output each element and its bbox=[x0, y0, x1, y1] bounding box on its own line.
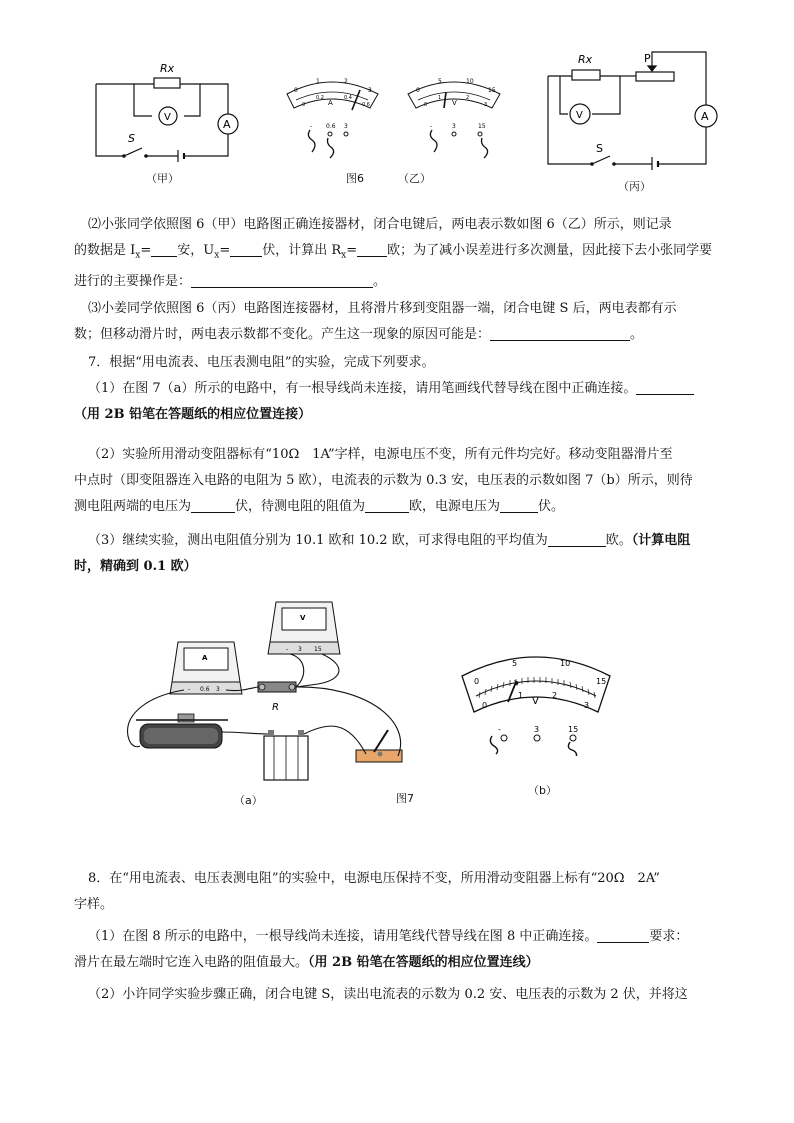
svg-text:-: - bbox=[286, 646, 289, 653]
svg-text:0.6: 0.6 bbox=[200, 686, 210, 693]
svg-text:0: 0 bbox=[424, 102, 428, 108]
svg-text:3: 3 bbox=[368, 87, 372, 94]
svg-text:2: 2 bbox=[466, 95, 470, 101]
figure-6-label: 图6 bbox=[346, 172, 364, 185]
svg-text:3: 3 bbox=[484, 102, 488, 108]
label-v: V bbox=[576, 110, 583, 121]
svg-text:V: V bbox=[532, 696, 539, 707]
svg-text:1: 1 bbox=[316, 78, 320, 85]
svg-text:0: 0 bbox=[474, 677, 480, 686]
meters-yi bbox=[282, 72, 522, 162]
svg-text:0.2: 0.2 bbox=[316, 95, 324, 101]
svg-text:15: 15 bbox=[596, 677, 607, 686]
answer-blank-reason[interactable] bbox=[490, 326, 630, 341]
answer-blank-q7-1[interactable] bbox=[636, 380, 694, 395]
q6-part3: ⑶小姜同学依照图 6（丙）电路图连接器材，且将滑片移到变阻器一端，闭合电键 S 后，两电表都有示 数；但移动滑片时，两电表示数都不变化。产生这一现象的原因可能是： 。 bbox=[74, 301, 677, 342]
answer-blank-rx-voltage[interactable] bbox=[191, 498, 235, 513]
answer-blank-rx-resistance[interactable] bbox=[365, 498, 409, 513]
figure-7-label: 图7 bbox=[396, 792, 414, 805]
svg-text:0.4: 0.4 bbox=[344, 95, 352, 101]
svg-text:2: 2 bbox=[344, 78, 348, 85]
svg-text:15: 15 bbox=[488, 87, 496, 94]
q8: 8．在“用电流表、电压表测电阻”的实验中，电源电压保持不变，所用滑动变阻器上标有“20Ω 2A” 字样。 （1）在图 8 所示的电路中，一根导线尚未连接，请用笔线代替导线在图 8 中正确连接。 要求： 滑片在最左端时它连入电路的阻值最大。（用 2B 铅笔在答题纸的相应位置连线） （2）小许同学实验步骤正确，闭合电键 S，读出电流表的示数为 0.2 安、电压表的示数为 2 伏，并将这 bbox=[74, 866, 734, 1008]
answer-blank-average[interactable] bbox=[548, 532, 606, 547]
svg-text:3: 3 bbox=[216, 686, 220, 693]
answer-blank-source-voltage[interactable] bbox=[500, 498, 538, 513]
circuit-diagram-jia bbox=[88, 56, 248, 164]
svg-text:V: V bbox=[300, 614, 306, 622]
svg-text:15: 15 bbox=[568, 725, 579, 734]
q8-title: 8．在“用电流表、电压表测电阻”的实验中，电源电压保持不变，所用滑动变阻器上标有“20Ω 2A” bbox=[88, 871, 660, 886]
svg-text:-: - bbox=[498, 725, 501, 734]
answer-blank-voltage[interactable] bbox=[230, 242, 262, 257]
svg-text:5: 5 bbox=[438, 78, 442, 85]
svg-text:15: 15 bbox=[314, 646, 322, 653]
caption-bing: （丙） bbox=[618, 180, 651, 193]
svg-text:0: 0 bbox=[482, 701, 488, 710]
svg-text:1: 1 bbox=[438, 95, 442, 101]
answer-blank-current[interactable] bbox=[151, 242, 177, 257]
caption-7a: （a） bbox=[234, 794, 263, 807]
svg-text:0: 0 bbox=[416, 87, 420, 94]
label-p: P bbox=[644, 52, 651, 65]
q6-part2: ⑵小张同学依照图 6（甲）电路图正确连接器材，闭合电键后，两电表示数如图 6（乙）所示，则记录 的数据是 $I_x=$ 安，$U_x=$ 伏，计算出 $R_x=$ 欧；为了减小误差进行多次测量，因此接下去小张同学要 进行的主要操作是： 。 bbox=[74, 217, 713, 289]
figure-7b-voltmeter bbox=[456, 646, 616, 756]
svg-text:0.6: 0.6 bbox=[362, 102, 370, 108]
label-a: A bbox=[223, 118, 231, 131]
answer-blank-q8-1[interactable] bbox=[597, 928, 649, 943]
svg-text:-: - bbox=[430, 123, 433, 130]
svg-text:0: 0 bbox=[294, 87, 298, 94]
voltmeter-dial bbox=[408, 78, 500, 158]
svg-text:A: A bbox=[328, 99, 333, 107]
answer-blank-operation[interactable] bbox=[191, 273, 373, 288]
svg-text:0: 0 bbox=[302, 102, 306, 108]
svg-text:3: 3 bbox=[344, 123, 348, 130]
svg-text:10: 10 bbox=[466, 78, 474, 85]
svg-text:0.6: 0.6 bbox=[326, 123, 336, 130]
svg-text:5: 5 bbox=[512, 659, 518, 668]
svg-text:-: - bbox=[310, 123, 313, 130]
svg-text:3: 3 bbox=[298, 646, 302, 653]
svg-text:R: R bbox=[272, 702, 279, 713]
svg-text:3: 3 bbox=[584, 701, 590, 710]
label-s: S bbox=[128, 132, 135, 145]
label-v: V bbox=[164, 112, 171, 123]
svg-text:A: A bbox=[202, 654, 208, 662]
caption-7b: （b） bbox=[528, 784, 557, 797]
svg-text:3: 3 bbox=[452, 123, 456, 130]
svg-text:1: 1 bbox=[518, 691, 524, 700]
label-rx: Rx bbox=[160, 62, 175, 75]
q7-title: 7．根据“用电流表、电压表测电阻”的实验，完成下列要求。 bbox=[88, 355, 435, 370]
svg-text:V: V bbox=[452, 99, 457, 107]
figure-7a-apparatus bbox=[118, 596, 418, 786]
svg-text:15: 15 bbox=[478, 123, 486, 130]
label-a: A bbox=[701, 110, 709, 123]
circuit-diagram-bing bbox=[540, 44, 720, 170]
answer-blank-resistance[interactable] bbox=[357, 242, 387, 257]
caption-yi: （乙） bbox=[398, 172, 431, 185]
svg-text:10: 10 bbox=[560, 659, 571, 668]
caption-jia: （甲） bbox=[146, 172, 179, 185]
svg-text:3: 3 bbox=[534, 725, 540, 734]
label-rx: Rx bbox=[578, 53, 593, 66]
q7: 7．根据“用电流表、电压表测电阻”的实验，完成下列要求。 （1）在图 7（a）所示的电路中，有一根导线尚未连接，请用笔画线代替导线在图中正确连接。 （用 2B 铅笔在答题纸的相应位置连接） （2）实验所用滑动变阻器标有“10Ω 1A”字样，电源电压不变，所有元件均完好。移动变阻器滑片至 中点时（即变阻器连入电路的电阻为 5 欧），电流表的示数为 0.3 安，电压表的示数如图 7（b）所示，则待 测电阻两端的电压为 伏，待测电阻的阻值为 欧，电源电压为 伏。 （3）继续实验，测出电阻值分别为 10.1 欧和 10.2 欧，可求得电阻的平均值为 欧。（计算电阻 时，精确到 0.1 欧） bbox=[74, 350, 734, 580]
label-s: S bbox=[596, 142, 603, 155]
svg-text:2: 2 bbox=[552, 691, 558, 700]
svg-text:-: - bbox=[188, 686, 191, 693]
ammeter-dial bbox=[287, 78, 378, 158]
